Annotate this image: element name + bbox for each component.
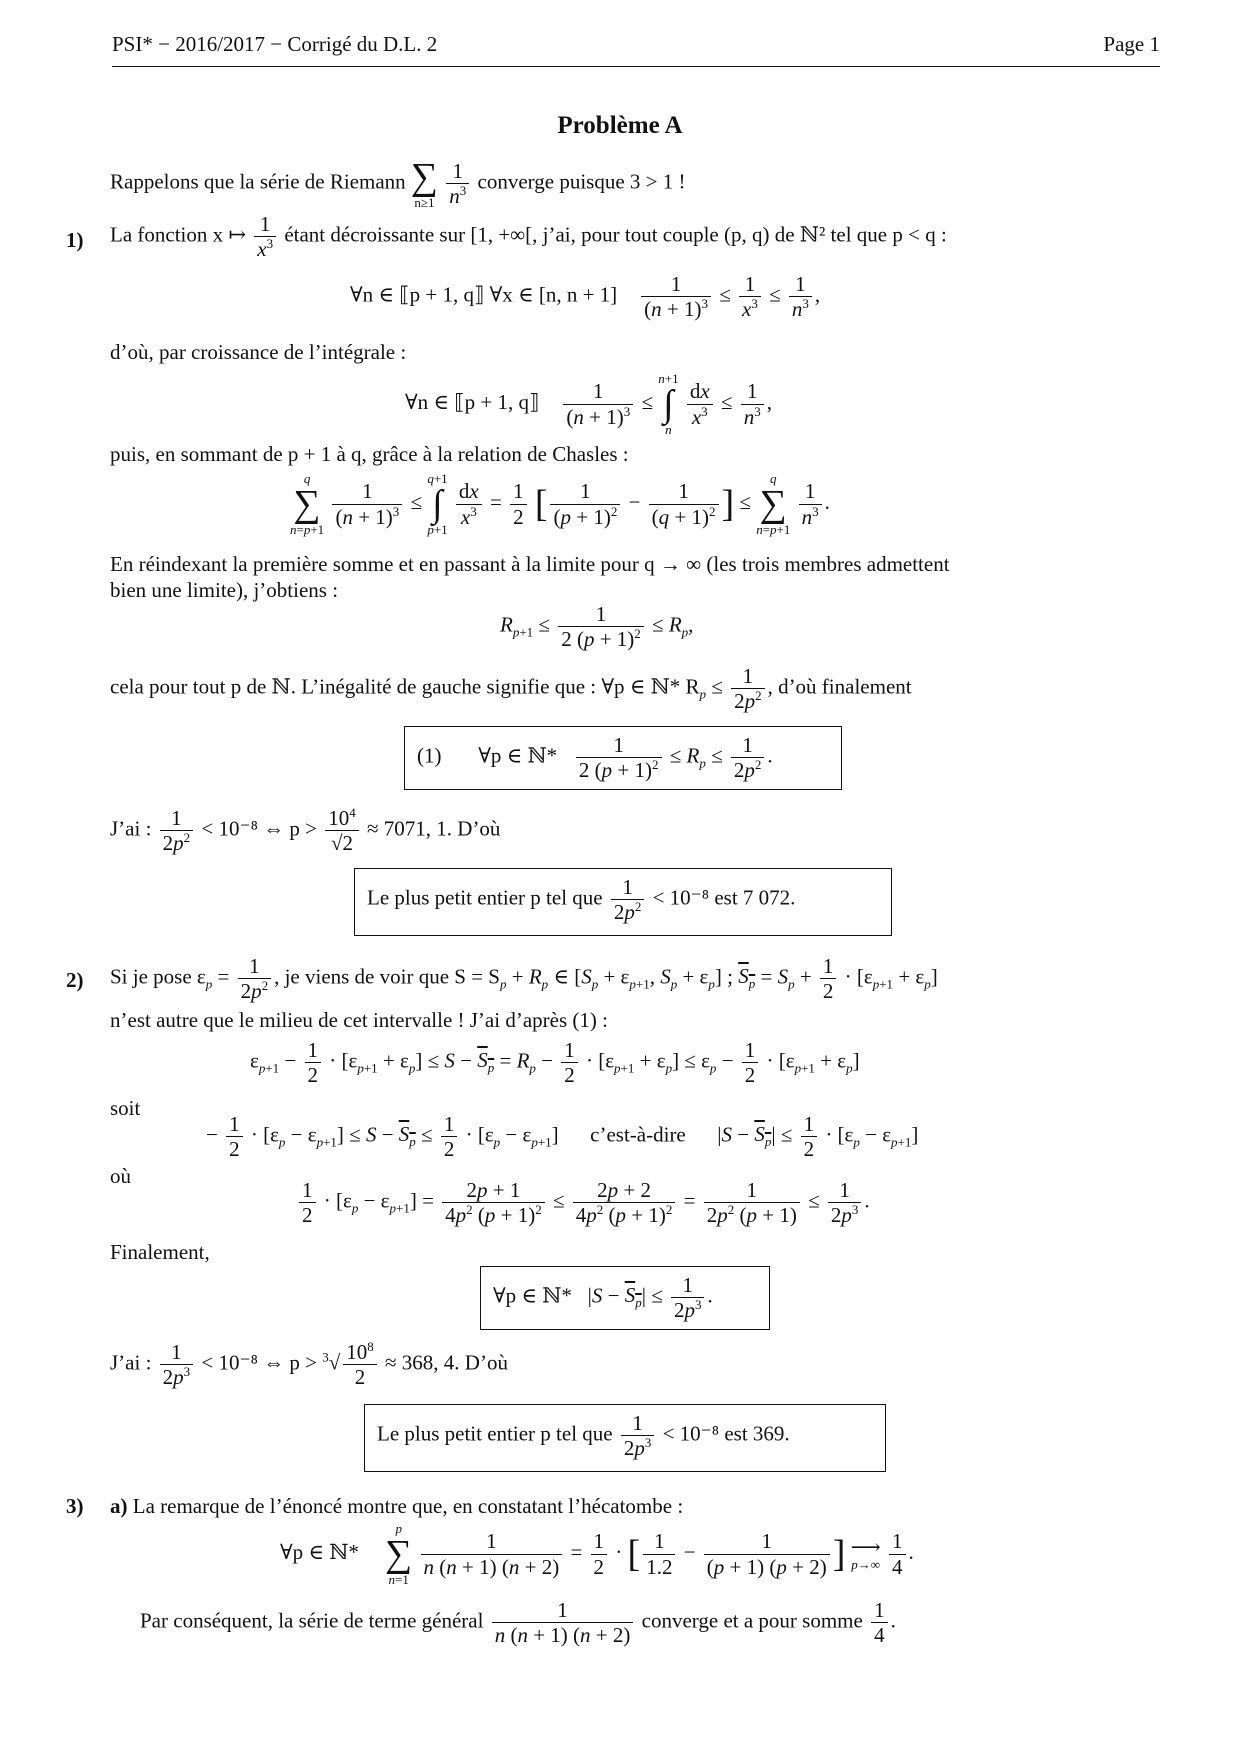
q2-jai-line: J’ai : $\frac{1}{2p^3}$ < 10⁻⁸ ⇔ p > $^3$√ $\frac{10^8}{2}$ ≈ 368, 4. D’où <box>110 1339 508 1390</box>
answer-text: Le plus petit entier p tel que $\frac{1}{2p^3}$ < 10⁻⁸ est 369. <box>377 1411 790 1461</box>
text-part-a: J’ai : <box>110 816 152 841</box>
sum-symbol: ∑ n≥1 <box>410 156 439 210</box>
fraction: $\frac{1}{n^3}$ <box>446 159 469 208</box>
text-part-a: cela pour tout p de ℕ. L’inégalité de gauche signifie que : ∀p ∈ ℕ* R <box>110 674 700 699</box>
equation-8: ∀p ∈ ℕ* p ∑ n=1 $\frac{1}{n (n + 1) (n + 2)}$ = $\frac{1}{2}$ · [ $\frac{1}{1.2}$ − $\frac{1}{(p + 1) (p + 2)}$ ] ⟶ p→∞ $\frac{1}{4}$ . <box>280 1521 914 1587</box>
question-number-3: 3) <box>66 1494 84 1518</box>
boxed-result-1 <box>404 726 842 790</box>
q1-text-b: étant décroissante sur [1, +∞[, j’ai, pour tout couple (p, q) de ℕ² tel que p < q : <box>284 222 947 247</box>
text-finalement: Finalement, <box>110 1240 210 1264</box>
q3-line1 <box>110 1494 683 1519</box>
equation-label: (1) <box>417 743 442 768</box>
question-number-2: 2) <box>66 968 84 992</box>
answer-box-2 <box>364 1404 886 1472</box>
section-title: Problème A <box>557 112 683 139</box>
fraction: $\frac{1}{x^3}$ <box>254 212 276 261</box>
text-cest-a-dire: c’est-à-dire <box>590 1122 686 1147</box>
page-number: Page 1 <box>1103 32 1160 56</box>
equation-4: $R_{p+1}$ ≤ $\frac{1}{2 (p + 1)^2}$ ≤ $R_p$, <box>500 602 694 652</box>
sum-subscript: n≥1 <box>414 195 435 210</box>
intro-line <box>110 158 686 209</box>
equation-prefix: ∀p ∈ ℕ* <box>280 1539 359 1564</box>
page-header <box>112 30 1160 67</box>
text-part-b: < 10⁻⁸ est 369. <box>662 1421 790 1446</box>
equation-1: ∀n ∈ ⟦p + 1, q⟧ ∀x ∈ [n, n + 1] $\frac{1}{(n + 1)^3}$ ≤ $\frac{1}{x^3}$ ≤ $\frac{1}{n^3}$ , <box>350 272 821 322</box>
sub-question-label: a) <box>110 1494 128 1518</box>
text-soit: soit <box>110 1096 141 1120</box>
intro-text-after: converge puisque 3 > 1 ! <box>477 169 686 194</box>
text-reindex-1: En réindexant la première somme et en passant à la limite pour q → ∞ (les trois membres admettent <box>110 552 950 576</box>
text-part-a: J’ai : <box>110 1350 152 1375</box>
q3-conclusion: Par conséquent, la série de terme général $\frac{1}{n (n + 1) (n + 2)}$ converge et a pour somme $\frac{1}{4}$ . <box>140 1598 896 1648</box>
text-tout-p: cela pour tout p de ℕ. L’inégalité de gauche signifie que : ∀p ∈ ℕ* $R_p$ ≤ $\frac{1}{2p^2}$ , d’où finalement <box>110 664 912 714</box>
question-number-1: 1) <box>66 228 84 252</box>
text-part-b: converge et a pour somme <box>641 1608 863 1633</box>
q3-text: La remarque de l’énoncé montre que, en constatant l’hécatombe : <box>132 1494 684 1518</box>
equation-2: ∀n ∈ ⟦p + 1, q⟧ $\frac{1}{(n + 1)^3}$ ≤ n+1 ∫ n $\frac{dx}{x^3}$ ≤ $\frac{1}{n^3}$ , <box>405 371 772 437</box>
text-part-b: < 10⁻⁸ est 7 072. <box>652 885 796 910</box>
equation-5: $\varepsilon_{p+1}$ − $\frac{1}{2}$ · $[\varepsilon_{p+1} + \varepsilon_p] \le S - S_p = R_p$ − $\frac{1}{2}$ · $[\varepsilon_{p+1} + \varepsilon_p] \le \varepsilon_p$ − $\frac{1}{2}$ · $[\varepsilon_{p+1} + \varepsilon_p]$ <box>250 1038 860 1088</box>
equation-6: − $\frac{1}{2}$ · $[\varepsilon_p - \varepsilon_{p+1}] \le S - S_p$ ≤ $\frac{1}{2}$ · $[\varepsilon_p - \varepsilon_{p+1}]$ c’est-à-dire $|S - S_p|$ ≤ $\frac{1}{2}$ · $[\varepsilon_p - \varepsilon_{p+1}]$ <box>206 1112 919 1162</box>
text-reindex-2: bien une limite), j’obtiens : <box>110 578 339 602</box>
equation-3: q ∑ n=p+1 $\frac{1}{(n + 1)^3}$ ≤ q+1 ∫ p+1 $\frac{dx}{x^3}$ = $\frac{1}{2}$ [ $\frac{1}{(p + 1)^2}$ − $\frac{1}{(q + 1)^2}$ ] ≤ q ∑ n=p+1 $\frac{1}{n^3}$ . <box>290 471 830 537</box>
q1-jai-line: J’ai : $\frac{1}{2p^2}$ < 10⁻⁸ ⇔ p > $\frac{10^4}{√2}$ ≈ 7071, 1. D’où <box>110 805 501 856</box>
q2-line2: n’est autre que le milieu de cet intervalle ! J’ai d’après (1) : <box>110 1008 608 1032</box>
text-part-b: , je viens de voir que S = S <box>274 964 500 989</box>
text-part-a: Par conséquent, la série de terme général <box>140 1608 484 1633</box>
text-part-a: Le plus petit entier p tel que <box>377 1421 613 1446</box>
text-part-b: < 10⁻⁸ ⇔ p > <box>201 816 317 841</box>
answer-text: Le plus petit entier p tel que $\frac{1}{2p^2}$ < 10⁻⁸ est 7 072. <box>367 875 796 925</box>
equation-prefix: ∀n ∈ ⟦p + 1, q⟧ <box>405 389 540 414</box>
text-part-a: Le plus petit entier p tel que <box>367 885 603 910</box>
text-part-a: Si je pose ε <box>110 964 206 989</box>
q2-line1: Si je pose $\varepsilon_p$ = $\frac{1}{2p^2}$ , je viens de voir que $S = S_p + R_p$ ∈ [$S_p + \varepsilon_{p+1}$, $S_p + \varepsilon_p$] ; $S_p = S_p$ + $\frac{1}{2}$ · $[\varepsilon_{p+1} + \varepsilon_p]$ <box>110 954 938 1004</box>
text-ou: où <box>110 1164 131 1188</box>
boxed-equation: (1) ∀p ∈ ℕ* $\frac{1}{2 (p + 1)^2}$ ≤ $R_p$ ≤ $\frac{1}{2p^2}$ . <box>417 733 773 783</box>
intro-text-before: Rappelons que la série de Riemann <box>110 169 406 194</box>
text-part-c: ≈ 7071, 1. D’où <box>367 816 501 841</box>
boxed-result-2 <box>480 1266 770 1330</box>
text-chasles: puis, en sommant de p + 1 à q, grâce à la relation de Chasles : <box>110 442 629 466</box>
boxed-equation: ∀p ∈ ℕ* $|S - S_p|$ ≤ $\frac{1}{2p^3}$ . <box>493 1273 713 1323</box>
q1-line1 <box>110 212 947 261</box>
q1-text-a: La fonction x ↦ <box>110 222 246 247</box>
text-croissance: d’où, par croissance de l’intégrale : <box>110 340 407 364</box>
equation-prefix: ∀n ∈ ⟦p + 1, q⟧ ∀x ∈ [n, n + 1] <box>350 282 618 307</box>
text-part-b: , d’où finalement <box>767 674 912 699</box>
answer-box-1 <box>354 868 892 936</box>
equation-prefix: ∀p ∈ ℕ* <box>478 743 558 768</box>
text-part-b: < 10⁻⁸ ⇔ p > <box>201 1350 317 1375</box>
equation-prefix: ∀p ∈ ℕ* <box>493 1283 572 1308</box>
header-title: PSI* − 2016/2017 − Corrigé du D.L. 2 <box>112 32 438 56</box>
equation-7: $\frac{1}{2}$ · $[\varepsilon_p - \varepsilon_{p+1}]$ = $\frac{2p + 1}{4p^2 (p + 1)^2}$ ≤ $\frac{2p + 2}{4p^2 (p + 1)^2}$ = $\frac{1}{2p^2 (p + 1)}$ ≤ $\frac{1}{2p^3}$ . <box>296 1178 870 1227</box>
text-part-c: ≈ 368, 4. D’où <box>385 1350 508 1375</box>
